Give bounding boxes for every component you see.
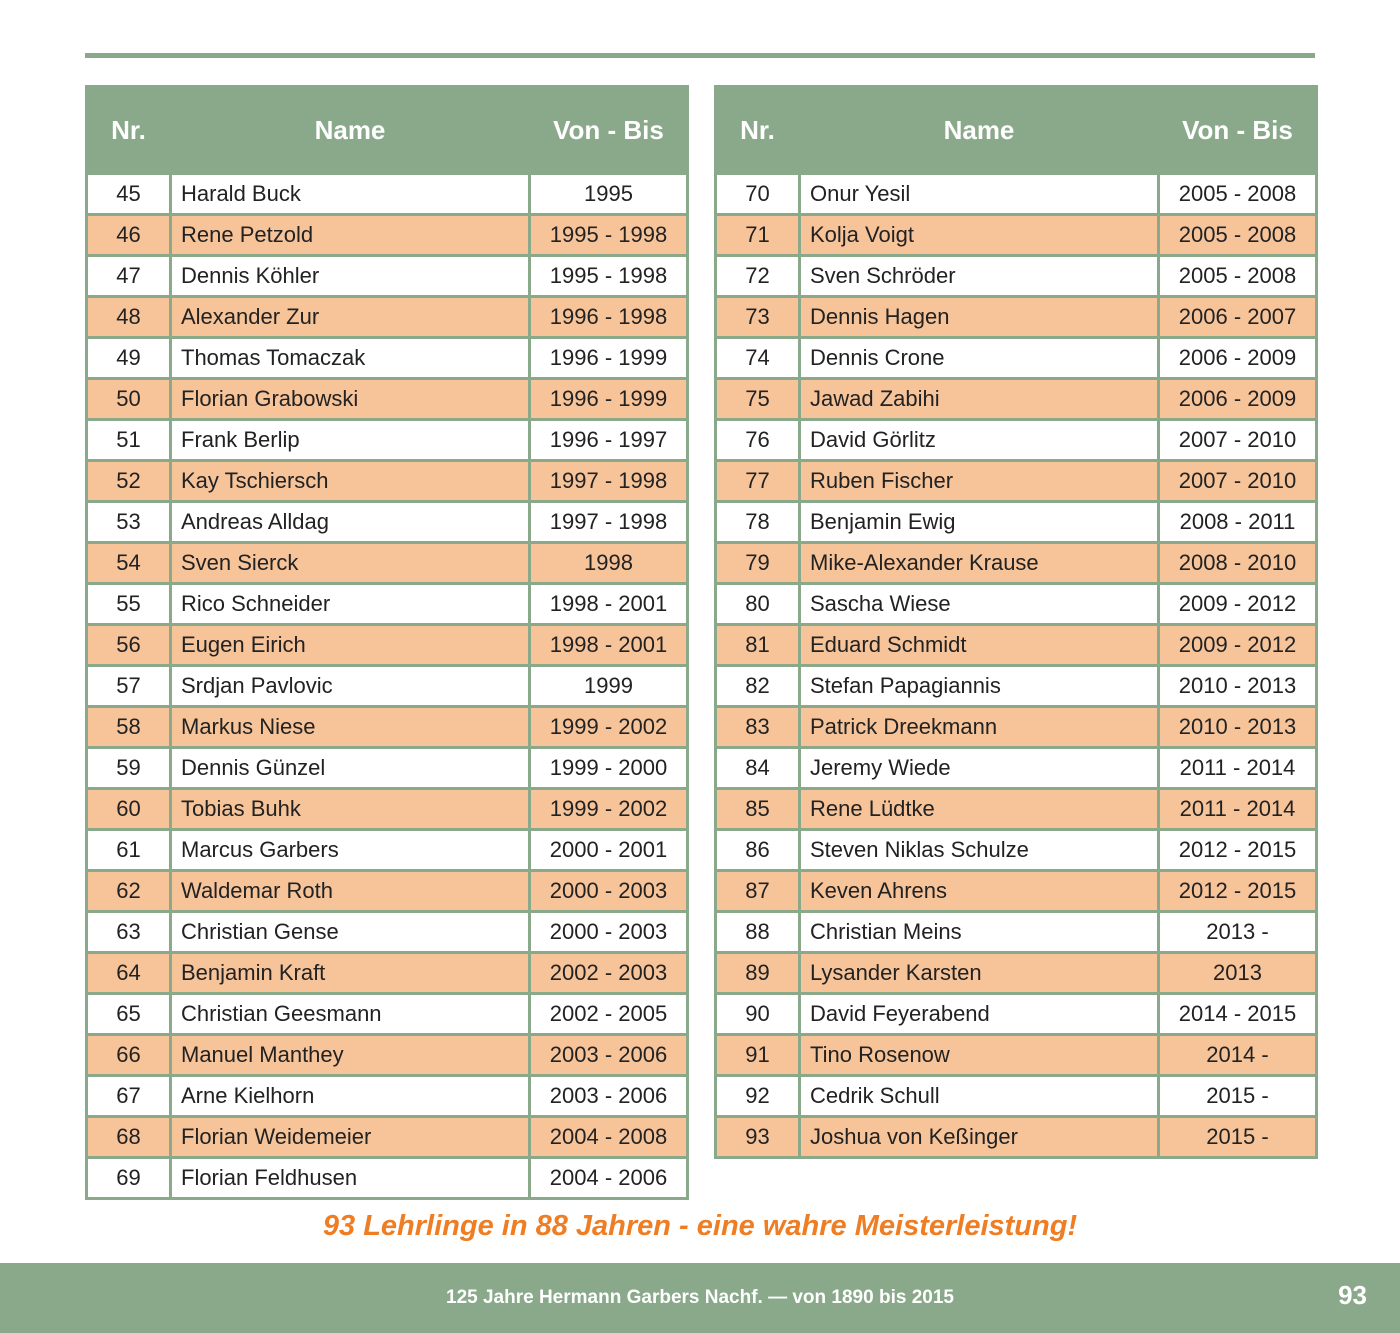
table-row: [87, 666, 688, 707]
cell-name: Keven Ahrens: [800, 871, 1159, 912]
table-row: [716, 953, 1317, 994]
cell-name: Steven Niklas Schulze: [800, 830, 1159, 871]
cell-years: 2004 - 2006: [530, 1158, 688, 1199]
cell-years: 2008 - 2010: [1159, 543, 1317, 584]
cell-name: Eugen Eirich: [171, 625, 530, 666]
cell-years: 1999 - 2002: [530, 707, 688, 748]
cell-years: 2006 - 2007: [1159, 297, 1317, 338]
cell-nr: 50: [87, 379, 171, 420]
cell-nr: 85: [716, 789, 800, 830]
table-body: [87, 174, 688, 1199]
footer-title: 125 Jahre Hermann Garbers Nachf. — von 1890 bis 2015: [446, 1287, 954, 1308]
cell-name: Rene Petzold: [171, 215, 530, 256]
cell-name: Mike-Alexander Krause: [800, 543, 1159, 584]
cell-years: 2007 - 2010: [1159, 420, 1317, 461]
table-row: [716, 707, 1317, 748]
header-nr: Nr.: [87, 87, 171, 174]
cell-nr: 52: [87, 461, 171, 502]
table-row: [87, 338, 688, 379]
cell-nr: 88: [716, 912, 800, 953]
table-row: [716, 1035, 1317, 1076]
cell-years: 2005 - 2008: [1159, 215, 1317, 256]
table-row: [87, 994, 688, 1035]
cell-name: Sven Sierck: [171, 543, 530, 584]
cell-years: 2002 - 2003: [530, 953, 688, 994]
table-row: [87, 789, 688, 830]
cell-name: Patrick Dreekmann: [800, 707, 1159, 748]
table-row: [716, 584, 1317, 625]
cell-name: Frank Berlip: [171, 420, 530, 461]
cell-name: Dennis Günzel: [171, 748, 530, 789]
table-row: [87, 461, 688, 502]
cell-years: 2015 -: [1159, 1117, 1317, 1158]
cell-nr: 83: [716, 707, 800, 748]
cell-nr: 89: [716, 953, 800, 994]
cell-name: Dennis Crone: [800, 338, 1159, 379]
cell-years: 2003 - 2006: [530, 1076, 688, 1117]
cell-name: Eduard Schmidt: [800, 625, 1159, 666]
cell-years: 2002 - 2005: [530, 994, 688, 1035]
cell-nr: 58: [87, 707, 171, 748]
table-row: [87, 748, 688, 789]
table-row: [87, 1117, 688, 1158]
table-row: [716, 461, 1317, 502]
cell-years: 1995: [530, 174, 688, 215]
cell-nr: 48: [87, 297, 171, 338]
cell-nr: 80: [716, 584, 800, 625]
cell-nr: 90: [716, 994, 800, 1035]
cell-nr: 66: [87, 1035, 171, 1076]
table-row: [87, 543, 688, 584]
cell-name: Waldemar Roth: [171, 871, 530, 912]
cell-name: Markus Niese: [171, 707, 530, 748]
cell-nr: 86: [716, 830, 800, 871]
cell-nr: 69: [87, 1158, 171, 1199]
cell-name: Dennis Hagen: [800, 297, 1159, 338]
cell-nr: 49: [87, 338, 171, 379]
table-row: [716, 1117, 1317, 1158]
cell-nr: 47: [87, 256, 171, 297]
cell-name: Sven Schröder: [800, 256, 1159, 297]
cell-nr: 51: [87, 420, 171, 461]
cell-years: 2007 - 2010: [1159, 461, 1317, 502]
cell-years: 2005 - 2008: [1159, 174, 1317, 215]
cell-name: Joshua von Keßinger: [800, 1117, 1159, 1158]
cell-name: Kay Tschiersch: [171, 461, 530, 502]
slogan: 93 Lehrlinge in 88 Jahren - eine wahre Meisterleistung!: [322, 1210, 1078, 1242]
cell-nr: 65: [87, 994, 171, 1035]
cell-years: 2008 - 2011: [1159, 502, 1317, 543]
table-row: [87, 625, 688, 666]
header-years: Von - Bis: [1159, 87, 1317, 174]
cell-name: Tino Rosenow: [800, 1035, 1159, 1076]
cell-name: Benjamin Ewig: [800, 502, 1159, 543]
table-body: [716, 174, 1317, 1158]
cell-nr: 46: [87, 215, 171, 256]
table-row: [87, 174, 688, 215]
table-row: [716, 502, 1317, 543]
table-row: [87, 1158, 688, 1199]
cell-nr: 68: [87, 1117, 171, 1158]
cell-years: 2003 - 2006: [530, 1035, 688, 1076]
table-row: [87, 953, 688, 994]
table-header-row: [716, 87, 1317, 174]
cell-name: Sascha Wiese: [800, 584, 1159, 625]
cell-name: David Feyerabend: [800, 994, 1159, 1035]
top-rule: [85, 53, 1315, 58]
table-row: [87, 502, 688, 543]
cell-name: Christian Gense: [171, 912, 530, 953]
cell-name: Tobias Buhk: [171, 789, 530, 830]
cell-years: 2013: [1159, 953, 1317, 994]
cell-name: Andreas Alldag: [171, 502, 530, 543]
table-row: [716, 830, 1317, 871]
cell-name: Alexander Zur: [171, 297, 530, 338]
cell-years: 1996 - 1999: [530, 379, 688, 420]
table-row: [716, 256, 1317, 297]
table-row: [716, 338, 1317, 379]
table-row: [87, 912, 688, 953]
cell-nr: 71: [716, 215, 800, 256]
cell-nr: 74: [716, 338, 800, 379]
table-row: [716, 543, 1317, 584]
table-row: [716, 379, 1317, 420]
cell-nr: 61: [87, 830, 171, 871]
cell-nr: 62: [87, 871, 171, 912]
table-row: [716, 420, 1317, 461]
cell-years: 1996 - 1999: [530, 338, 688, 379]
cell-name: Rene Lüdtke: [800, 789, 1159, 830]
cell-nr: 87: [716, 871, 800, 912]
table-row: [716, 174, 1317, 215]
table-row: [716, 215, 1317, 256]
table-row: [716, 871, 1317, 912]
cell-years: 1995 - 1998: [530, 215, 688, 256]
table-header-row: [87, 87, 688, 174]
cell-nr: 78: [716, 502, 800, 543]
cell-years: 1998: [530, 543, 688, 584]
cell-years: 1999 - 2002: [530, 789, 688, 830]
header-name: Name: [800, 87, 1159, 174]
cell-name: Arne Kielhorn: [171, 1076, 530, 1117]
cell-years: 1999 - 2000: [530, 748, 688, 789]
cell-nr: 45: [87, 174, 171, 215]
cell-name: Stefan Papagiannis: [800, 666, 1159, 707]
cell-years: 2011 - 2014: [1159, 748, 1317, 789]
cell-nr: 64: [87, 953, 171, 994]
cell-nr: 63: [87, 912, 171, 953]
cell-years: 1997 - 1998: [530, 502, 688, 543]
cell-years: 2010 - 2013: [1159, 707, 1317, 748]
table-row: [716, 748, 1317, 789]
cell-years: 2000 - 2003: [530, 912, 688, 953]
cell-years: 2009 - 2012: [1159, 625, 1317, 666]
header-nr: Nr.: [716, 87, 800, 174]
cell-years: 2010 - 2013: [1159, 666, 1317, 707]
cell-nr: 79: [716, 543, 800, 584]
cell-years: 1996 - 1997: [530, 420, 688, 461]
cell-name: Rico Schneider: [171, 584, 530, 625]
table-row: [716, 789, 1317, 830]
cell-years: 1999: [530, 666, 688, 707]
cell-name: Florian Grabowski: [171, 379, 530, 420]
cell-nr: 57: [87, 666, 171, 707]
cell-nr: 93: [716, 1117, 800, 1158]
cell-nr: 81: [716, 625, 800, 666]
table-row: [87, 707, 688, 748]
cell-years: 1997 - 1998: [530, 461, 688, 502]
cell-years: 2015 -: [1159, 1076, 1317, 1117]
table-row: [716, 994, 1317, 1035]
cell-name: Christian Geesmann: [171, 994, 530, 1035]
cell-nr: 70: [716, 174, 800, 215]
table-row: [87, 871, 688, 912]
table-row: [716, 666, 1317, 707]
table-row: [87, 584, 688, 625]
header-name: Name: [171, 87, 530, 174]
page-number: 93: [1338, 1280, 1367, 1310]
table-row: [87, 379, 688, 420]
cell-years: 1995 - 1998: [530, 256, 688, 297]
cell-name: Christian Meins: [800, 912, 1159, 953]
table-row: [87, 830, 688, 871]
table-row: [716, 625, 1317, 666]
cell-nr: 60: [87, 789, 171, 830]
cell-name: Lysander Karsten: [800, 953, 1159, 994]
footer-bar: [0, 1263, 1400, 1333]
cell-years: 2000 - 2001: [530, 830, 688, 871]
cell-years: 2005 - 2008: [1159, 256, 1317, 297]
table-row: [87, 1035, 688, 1076]
cell-name: David Görlitz: [800, 420, 1159, 461]
cell-nr: 76: [716, 420, 800, 461]
apprentice-table-right: [714, 85, 1318, 1159]
table-row: [87, 1076, 688, 1117]
cell-nr: 92: [716, 1076, 800, 1117]
table-row: [716, 297, 1317, 338]
cell-nr: 84: [716, 748, 800, 789]
cell-name: Ruben Fischer: [800, 461, 1159, 502]
cell-years: 2014 -: [1159, 1035, 1317, 1076]
cell-name: Thomas Tomaczak: [171, 338, 530, 379]
cell-name: Jeremy Wiede: [800, 748, 1159, 789]
cell-name: Marcus Garbers: [171, 830, 530, 871]
table-row: [87, 420, 688, 461]
cell-years: 2012 - 2015: [1159, 871, 1317, 912]
cell-years: 2011 - 2014: [1159, 789, 1317, 830]
cell-years: 2006 - 2009: [1159, 379, 1317, 420]
cell-years: 2006 - 2009: [1159, 338, 1317, 379]
cell-name: Harald Buck: [171, 174, 530, 215]
cell-nr: 55: [87, 584, 171, 625]
cell-nr: 56: [87, 625, 171, 666]
cell-nr: 82: [716, 666, 800, 707]
cell-name: Cedrik Schull: [800, 1076, 1159, 1117]
cell-nr: 54: [87, 543, 171, 584]
cell-years: 2012 - 2015: [1159, 830, 1317, 871]
cell-nr: 53: [87, 502, 171, 543]
table-row: [716, 1076, 1317, 1117]
cell-name: Benjamin Kraft: [171, 953, 530, 994]
cell-years: 2013 -: [1159, 912, 1317, 953]
cell-years: 2009 - 2012: [1159, 584, 1317, 625]
table-row: [87, 256, 688, 297]
cell-nr: 75: [716, 379, 800, 420]
cell-years: 2000 - 2003: [530, 871, 688, 912]
cell-years: 2014 - 2015: [1159, 994, 1317, 1035]
cell-years: 1998 - 2001: [530, 584, 688, 625]
cell-name: Florian Feldhusen: [171, 1158, 530, 1199]
table-row: [87, 215, 688, 256]
cell-name: Onur Yesil: [800, 174, 1159, 215]
cell-nr: 59: [87, 748, 171, 789]
cell-name: Srdjan Pavlovic: [171, 666, 530, 707]
cell-name: Dennis Köhler: [171, 256, 530, 297]
cell-name: Florian Weidemeier: [171, 1117, 530, 1158]
cell-nr: 72: [716, 256, 800, 297]
header-years: Von - Bis: [530, 87, 688, 174]
cell-nr: 73: [716, 297, 800, 338]
cell-nr: 67: [87, 1076, 171, 1117]
table-row: [87, 297, 688, 338]
cell-years: 2004 - 2008: [530, 1117, 688, 1158]
table-row: [716, 912, 1317, 953]
cell-name: Kolja Voigt: [800, 215, 1159, 256]
cell-years: 1996 - 1998: [530, 297, 688, 338]
apprentice-table-left: [85, 85, 689, 1200]
cell-years: 1998 - 2001: [530, 625, 688, 666]
cell-name: Manuel Manthey: [171, 1035, 530, 1076]
cell-nr: 77: [716, 461, 800, 502]
cell-name: Jawad Zabihi: [800, 379, 1159, 420]
cell-nr: 91: [716, 1035, 800, 1076]
